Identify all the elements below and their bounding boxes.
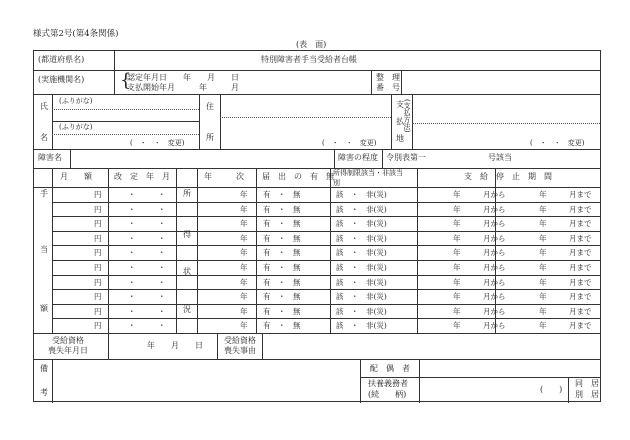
pay-char-1: 支 (396, 100, 404, 109)
disability-item: 号該当 (488, 153, 512, 162)
amount-cell: 円 (94, 219, 102, 229)
revision-header: 改 定 年 月 (114, 172, 170, 181)
year-cell: 年 (240, 292, 248, 302)
address-change: ( ・ ・ 変更) (322, 139, 377, 147)
stop-until-cell: 年 月まで (539, 233, 592, 243)
limit-header-2: 別 (333, 179, 340, 187)
stop-from-cell: 年 月から (453, 219, 506, 229)
stop-until-cell: 年 月まで (539, 292, 592, 302)
year-cell: 年 (240, 248, 248, 258)
revision-cell: ・ ・ (128, 219, 166, 229)
amount-cell: 円 (94, 233, 102, 243)
rows-layer (34, 168, 600, 333)
table-row (52, 289, 600, 290)
income-char-2: 得 (183, 230, 191, 239)
revision-cell: ・ ・ (128, 321, 166, 331)
declared-cell: 有 ・ 無 (263, 306, 301, 316)
declared-cell: 有 ・ 無 (263, 321, 301, 331)
revision-cell: ・ ・ (128, 277, 166, 287)
year-cell: 年 (240, 306, 248, 316)
stop-until-cell: 年 月まで (539, 277, 592, 287)
applicable-cell: 該 ・ 非(災) (336, 263, 387, 272)
mgmt-label: 整 理 (376, 73, 400, 82)
revision-cell: ・ ・ (128, 306, 166, 316)
stop-until-cell: 年 月まで (539, 248, 592, 258)
table-row (52, 245, 600, 246)
form-title: 特別障害者手当受給者台帳 (261, 55, 357, 64)
pay-change: ( ・ ・ 変更) (530, 139, 585, 147)
spouse-label: 配 偶 者 (370, 364, 410, 373)
name-change: ( ・ ・ 変更) (130, 139, 185, 147)
cert-date: 認定年月日 年 月 日 (127, 73, 239, 82)
stop-from-cell: 年 月から (453, 233, 506, 243)
notes-char-2: 考 (40, 388, 48, 397)
table-row (34, 187, 600, 188)
declared-cell: 有 ・ 無 (263, 292, 301, 302)
name-char-1: 氏 (40, 102, 48, 111)
declared-cell: 有 ・ 無 (263, 204, 301, 214)
declared-cell: 有 ・ 無 (263, 277, 301, 287)
loss-date: 年 月 日 (147, 341, 203, 350)
stop-until-cell: 年 月まで (539, 219, 592, 229)
year-cell: 年 (240, 190, 248, 199)
supporter-label: 扶養義務者 (368, 379, 408, 388)
applicable-cell: 該 ・ 非(災) (336, 248, 387, 258)
table-row (52, 216, 600, 217)
applicable-cell: 該 ・ 非(災) (336, 219, 387, 229)
year-header: 年 次 (204, 172, 244, 181)
amount-cell: 円 (94, 277, 102, 287)
loss-label-1: 受給資格 (52, 336, 84, 345)
table-row (52, 231, 600, 232)
allowance-char-1: 手 (40, 189, 48, 198)
pay-char-3: 地 (396, 134, 404, 143)
year-cell: 年 (240, 321, 248, 331)
applicable-cell: 該 ・ 非(災) (336, 190, 387, 199)
loss-reason-1: 受給資格 (224, 336, 256, 345)
year-cell: 年 (240, 233, 248, 243)
main-table (34, 168, 600, 333)
stop-from-cell: 年 月から (453, 248, 506, 258)
side-label: (表 面) (296, 40, 327, 49)
table-row (52, 304, 600, 305)
revision-cell: ・ ・ (128, 190, 166, 199)
declared-cell: 有 ・ 無 (263, 263, 301, 272)
declared-cell: 有 ・ 無 (263, 233, 301, 243)
stop-until-cell: 年 月まで (539, 263, 592, 272)
applicable-cell: 該 ・ 非(災) (336, 306, 387, 316)
allowance-char-3: 額 (40, 304, 48, 313)
address-char-1: 住 (206, 102, 214, 111)
disability-label: 障害名 (38, 153, 62, 162)
stop-header: 支 給 停 止 期 間 (464, 172, 552, 181)
income-char-1: 所 (183, 189, 191, 198)
amount-cell: 円 (94, 321, 102, 331)
loss-reason-2: 喪失事由 (224, 346, 256, 355)
stop-from-cell: 年 月から (453, 306, 506, 316)
applicable-cell: 該 ・ 非(災) (336, 204, 387, 214)
revision-cell: ・ ・ (128, 233, 166, 243)
applicable-cell: 該 ・ 非(災) (336, 233, 387, 243)
address-char-2: 所 (206, 133, 214, 142)
form-number: 様式第2号(第4条関係) (33, 29, 119, 39)
stop-from-cell: 年 月から (453, 190, 506, 199)
pay-start: 支払開始年月 年 月 (127, 83, 239, 92)
table-row (52, 202, 600, 203)
stop-until-cell: 年 月まで (539, 190, 592, 199)
stop-from-cell: 年 月から (453, 321, 506, 331)
prefecture-label: (都道府県名) (38, 55, 85, 64)
cert-bracket: { (120, 70, 132, 91)
pay-method: (支払方法) (403, 99, 411, 133)
stop-from-cell: 年 月から (453, 292, 506, 302)
table-row (52, 318, 600, 319)
separate-label: 別 居 (575, 390, 599, 399)
agency-label: (実施機関名) (38, 75, 85, 84)
declared-cell: 有 ・ 無 (263, 219, 301, 229)
table-row (52, 275, 600, 276)
applicable-cell: 該 ・ 非(災) (336, 277, 387, 287)
supporter-paren: ( ) (540, 385, 563, 394)
notes-char-1: 備 (40, 364, 48, 373)
mgmt-label2: 番 号 (376, 83, 400, 92)
applicable-cell: 該 ・ 非(災) (336, 321, 387, 331)
year-cell: 年 (240, 219, 248, 229)
furigana-2: (ふりがな) (59, 123, 93, 131)
revision-cell: ・ ・ (128, 248, 166, 258)
disability-table: 令別表第一 (386, 153, 426, 162)
amount-cell: 円 (94, 306, 102, 316)
revision-cell: ・ ・ (128, 204, 166, 214)
loss-label-2: 喪失年月日 (48, 346, 88, 355)
furigana-1: (ふりがな) (59, 97, 93, 105)
limit-header: 所得制限該当・非該当 (333, 169, 403, 177)
stop-from-cell: 年 月から (453, 204, 506, 214)
pay-char-2: 払 (396, 117, 404, 126)
stop-from-cell: 年 月から (453, 277, 506, 287)
income-char-4: 況 (183, 305, 191, 314)
year-cell: 年 (240, 263, 248, 272)
applicable-cell: 該 ・ 非(災) (336, 292, 387, 302)
cohabit-label: 同 居 (575, 379, 599, 388)
amount-cell: 円 (94, 190, 102, 199)
table-row (52, 260, 600, 261)
disability-degree: 障害の程度 (338, 153, 378, 162)
amount-cell: 円 (94, 248, 102, 258)
amount-cell: 円 (94, 292, 102, 302)
supporter-relation: (続 柄) (368, 390, 407, 399)
stop-until-cell: 年 月まで (539, 204, 592, 214)
allowance-char-2: 当 (40, 245, 48, 254)
declared-cell: 有 ・ 無 (263, 190, 301, 199)
declared-cell: 有 ・ 無 (263, 248, 301, 258)
stop-until-cell: 年 月まで (539, 321, 592, 331)
name-char-2: 名 (40, 133, 48, 142)
year-cell: 年 (240, 204, 248, 214)
revision-cell: ・ ・ (128, 263, 166, 272)
stop-from-cell: 年 月から (453, 263, 506, 272)
stop-until-cell: 年 月まで (539, 306, 592, 316)
income-char-3: 状 (183, 267, 191, 276)
ledger-form (33, 50, 601, 402)
amount-header: 月 額 (60, 172, 92, 181)
amount-cell: 円 (94, 263, 102, 272)
revision-cell: ・ ・ (128, 292, 166, 302)
year-cell: 年 (240, 277, 248, 287)
declared-header: 届 出 の 有 無 (262, 172, 334, 181)
amount-cell: 円 (94, 204, 102, 214)
